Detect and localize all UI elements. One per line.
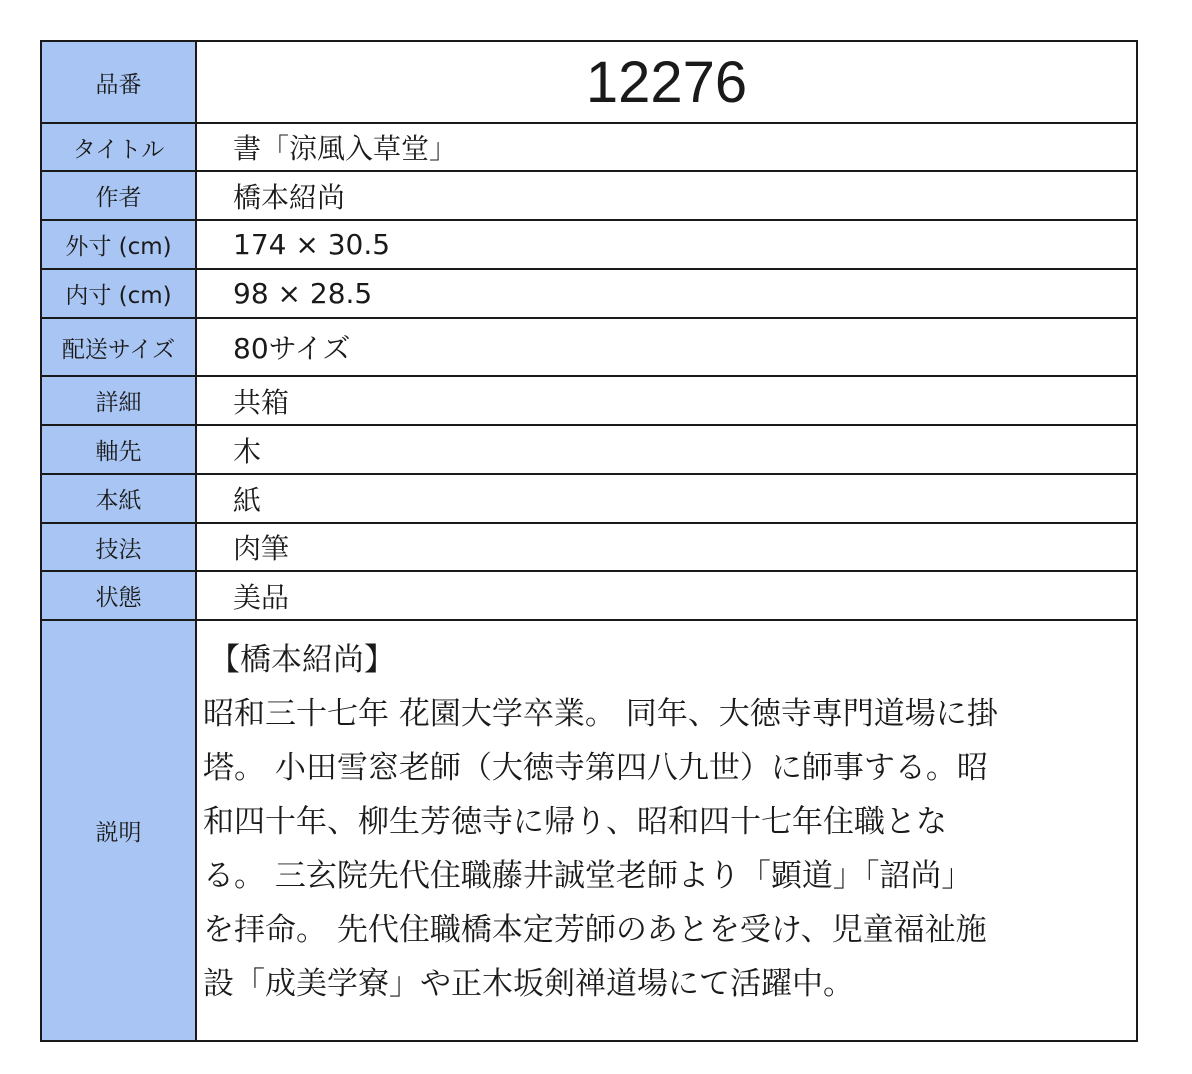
description-line: 昭和三十七年 花園大学卒業。 同年、大徳寺専門道場に掛	[203, 696, 998, 732]
technique-value: 肉筆	[197, 524, 1136, 572]
shipping-size-label: 配送サイズ	[42, 319, 197, 377]
paper-label: 本紙	[42, 475, 197, 524]
author-label: 作者	[42, 172, 197, 221]
title-label: タイトル	[42, 124, 197, 172]
technique-label: 技法	[42, 524, 197, 572]
roller-end-label: 軸先	[42, 426, 197, 475]
description-line: 設「成美学寮」や正木坂剣禅道場にて活躍中。	[203, 966, 854, 1002]
description-line: を拝命。 先代住職橋本定芳師のあとを受け、児童福祉施	[203, 912, 987, 948]
description-label: 説明	[42, 621, 197, 1040]
description-body	[203, 687, 1126, 1011]
outer-size-label: 外寸 (cm)	[42, 221, 197, 270]
title-value: 書「涼風入草堂」	[197, 124, 1136, 172]
outer-size-value: 174 × 30.5	[197, 221, 1136, 270]
item-spec-table	[40, 40, 1138, 1042]
description-line: る。 三玄院先代住職藤井誠堂老師より「顕道」「詔尚」	[203, 858, 973, 894]
item-number-value: 12276	[197, 42, 1136, 124]
description-value	[197, 621, 1136, 1040]
details-label: 詳細	[42, 377, 197, 426]
details-value: 共箱	[197, 377, 1136, 426]
item-number-label: 品番	[42, 42, 197, 124]
roller-end-value: 木	[197, 426, 1136, 475]
paper-value: 紙	[197, 475, 1136, 524]
condition-value: 美品	[197, 572, 1136, 621]
inner-size-label: 内寸 (cm)	[42, 270, 197, 319]
description-line: 塔。 小田雪窓老師（大徳寺第四八九世）に師事する。昭	[203, 750, 988, 786]
inner-size-value: 98 × 28.5	[197, 270, 1136, 319]
shipping-size-value: 80サイズ	[197, 319, 1136, 377]
description-heading: 【橋本紹尚】	[209, 642, 395, 678]
condition-label: 状態	[42, 572, 197, 621]
author-value: 橋本紹尚	[197, 172, 1136, 221]
description-line: 和四十年、柳生芳徳寺に帰り、昭和四十七年住職とな	[203, 804, 947, 840]
